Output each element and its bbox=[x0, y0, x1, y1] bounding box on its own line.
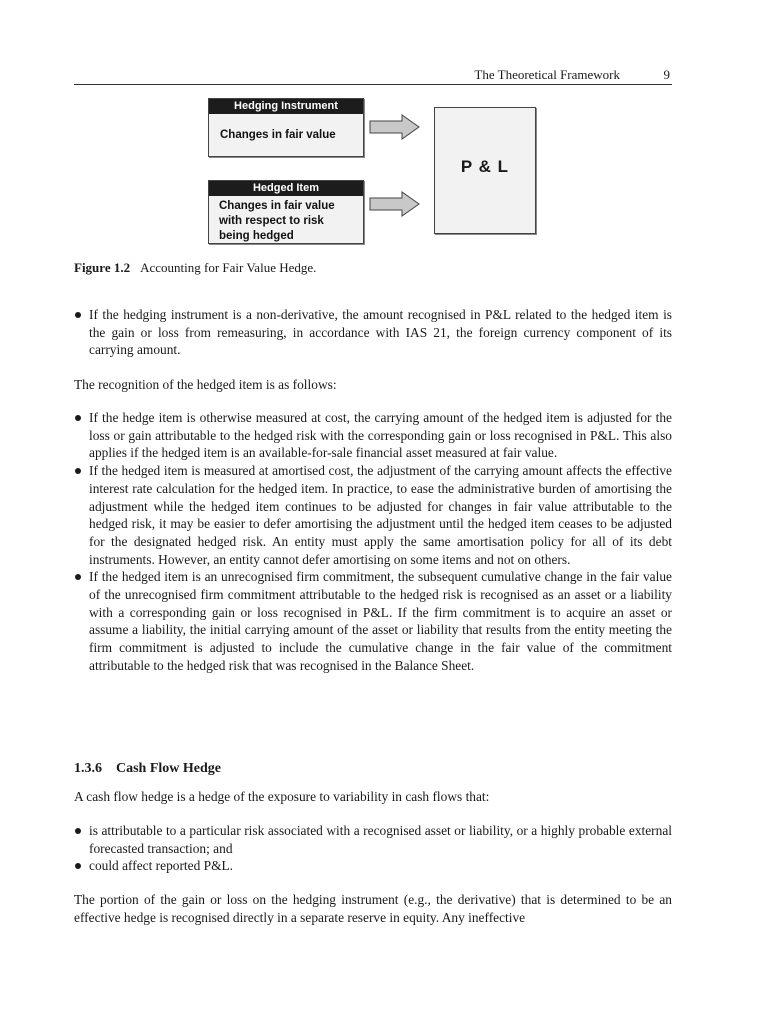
hedged-item-body bbox=[209, 196, 363, 244]
recognition-bullet-list bbox=[74, 409, 672, 675]
closing-paragraph bbox=[74, 891, 672, 926]
running-header-title: The Theoretical Framework bbox=[474, 67, 620, 82]
pl-box bbox=[434, 107, 536, 234]
paragraph: A cash flow hedge is a hedge of the exposure to variability in cash flows that: bbox=[74, 789, 490, 804]
section-heading bbox=[74, 761, 221, 777]
hedging-instrument-box bbox=[208, 98, 364, 157]
figure-caption-text: Accounting for Fair Value Hedge. bbox=[140, 260, 317, 275]
list-item: If the hedged item is an unrecognised firm commitment, the subsequent cumulative change in the fair value of the unrecognised firm commitment attributable to the hedged risk is recognised as an asset or a liability with a corresponding gain or loss recognised in P&L. If the firm commitment is to acquire an asset or assume a liability, the initial carrying amount of the asset or liability that results from the entity meeting the firm commitment is adjusted to include the cumulative change in the fair value of the commitment attributable to the hedged risk that was recognised in the Balance Sheet. bbox=[74, 568, 672, 674]
hedging-instrument-header: Hedging Instrument bbox=[209, 99, 363, 114]
hedged-item-header: Hedged Item bbox=[209, 181, 363, 196]
paragraph: The recognition of the hedged item is as follows: bbox=[74, 377, 337, 392]
recognition-intro bbox=[74, 376, 672, 394]
section-number: 1.3.6 bbox=[74, 761, 102, 776]
list-item: If the hedge item is otherwise measured at cost, the carrying amount of the hedged item is adjusted for the loss or gain attributable to the hedged risk with the corresponding gain or loss recognised in P&L. This also applies if the hedged item is an available-for-sale financial asset measured at fair value. bbox=[74, 409, 672, 462]
right-arrow-icon bbox=[369, 191, 421, 217]
hedged-item-body-line: with respect to risk bbox=[219, 215, 324, 227]
paragraph: The portion of the gain or loss on the hedging instrument (e.g., the derivative) that is determined to be an effective hedge is recognised directly in a separate reserve in equity. Any ineffective bbox=[74, 892, 672, 925]
figure-caption bbox=[74, 260, 316, 276]
hedging-instrument-body: Changes in fair value bbox=[220, 129, 336, 141]
hedged-item-box bbox=[208, 180, 364, 244]
right-arrow-icon bbox=[369, 114, 421, 140]
cash-flow-intro bbox=[74, 788, 672, 806]
cash-flow-bullet-list bbox=[74, 822, 672, 875]
hedged-item-body-line: being hedged bbox=[219, 230, 294, 242]
non-derivative-bullet-list bbox=[74, 306, 672, 359]
hedged-item-body-line: Changes in fair value bbox=[219, 200, 335, 212]
list-item: If the hedging instrument is a non-derivative, the amount recognised in P&L related to the hedged item is the gain or loss from remeasuring, in accordance with IAS 21, the foreign currency component of its carrying amount. bbox=[74, 306, 672, 359]
page-number: 9 bbox=[663, 67, 670, 82]
pl-label: P & L bbox=[460, 156, 510, 176]
list-item: is attributable to a particular risk associated with a recognised asset or liability, or a highly probable external forecasted transaction; and bbox=[74, 822, 672, 857]
figure-caption-label: Figure 1.2 bbox=[74, 260, 131, 275]
list-item: If the hedged item is measured at amortised cost, the adjustment of the carrying amount affects the effective interest rate calculation for the hedged item. In practice, to ease the administrative burden of amortising the adjustment while the hedged item continues to be adjusted for changes in fair value attributable to the hedged risk, it may be easier to defer amortising the adjustment until the hedged item ceases to be adjusted for the designated hedged risk. An entity must apply the same amortisation policy for all of its debt instruments. However, an entity cannot defer amortising on some items and not on others. bbox=[74, 462, 672, 568]
section-title: Cash Flow Hedge bbox=[116, 761, 221, 776]
list-item: could affect reported P&L. bbox=[74, 857, 672, 875]
running-header bbox=[74, 66, 672, 85]
